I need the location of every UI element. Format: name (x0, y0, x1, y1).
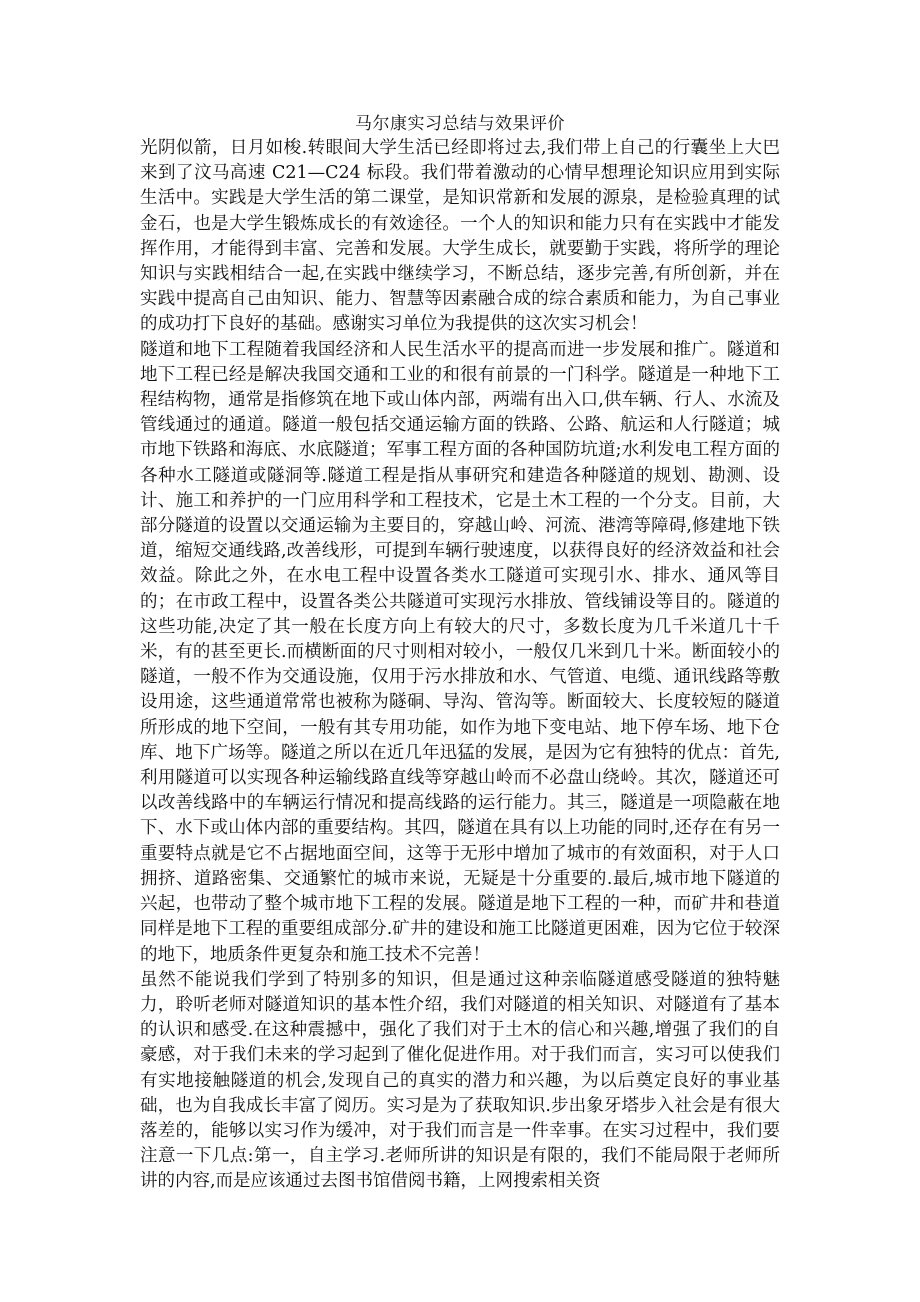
document-page (140, 112, 780, 1195)
paragraph-tunnel-overview: 隧道和地下工程随着我国经济和人民生活水平的提高而进一步发展和推广。隧道和地下工程已经是解决我国交通和工业的和很有前景的一门科学。隧道是一种地下工程结构物，通常是指修筑在地下或山体内部，两端有出入口,供车辆、行人、水流及管线通过的通道。隧道一般包括交通运输方面的铁路、公路、航运和人行隧道；城市地下铁路和海底、水底隧道；军事工程方面的各种国防坑道;水利发电工程方面的各种水工隧道或隧洞等.隧道工程是指从事研究和建造各种隧道的规划、勘测、设计、施工和养护的一门应用科学和工程技术，它是土木工程的一个分支。目前，大部分隧道的设置以交通运输为主要目的，穿越山岭、河流、港湾等障碍,修建地下铁道，缩短交通线路,改善线形，可提到车辆行驶速度，以获得良好的经济效益和社会效益。除此之外，在水电工程中设置各类水工隧道可实现引水、排水、通风等目的；在市政工程中，设置各类公共隧道可实现污水排放、管线铺设等目的。隧道的这些功能,决定了其一般在长度方向上有较大的尺寸，多数长度为几千米道几十千米，有的甚至更长.而横断面的尺寸则相对较小，一般仅几米到几十米。断面较小的隧道，一般不作为交通设施，仅用于污水排放和水、气管道、电缆、通讯线路等敷设用途，这些通道常常也被称为隧硐、导沟、管沟等。断面较大、长度较短的隧道所形成的地下空间，一般有其专用功能，如作为地下变电站、地下停车场、地下仓库、地下广场等。隧道之所以在近几年迅猛的发展，是因为它有独特的优点：首先,利用隧道可以实现各种运输线路直线等穿越山岭而不必盘山绕岭。其次，隧道还可以改善线路中的车辆运行情况和提高线路的运行能力。其三，隧道是一项隐蔽在地下、水下或山体内部的重要结构。其四，隧道在具有以上功能的同时,还存在有另一重要特点就是它不占据地面空间，这等于无形中增加了城市的有效面积，对于人口拥挤、道路密集、交通繁忙的城市来说，无疑是十分重要的.最后,城市地下隧道的兴起，也带动了整个城市地下工程的发展。隧道是地下工程的一种，而矿井和巷道同样是地下工程的重要组成部分.矿井的建设和施工比隧道更困难，因为它位于较深的地下，地质条件更复杂和施工技术不完善！ (140, 339, 780, 965)
paragraph-intro: 光阴似箭，日月如梭.转眼间大学生活已经即将过去,我们带上自己的行囊坐上大巴来到了汶马高速 C21—C24 标段。我们带着激动的心情早想理论知识应用到实际生活中。实践是大学生活的第二课堂，是知识常新和发展的源泉，是检验真理的试金石，也是大学生锻炼成长的有效途径。一个人的知识和能力只有在实践中才能发挥作用，才能得到丰富、完善和发展。大学生成长，就要勤于实践，将所学的理论知识与实践相结合一起,在实践中继续学习，不断总结，逐步完善,有所创新，并在实践中提高自己由知识、能力、智慧等因素融合成的综合素质和能力，为自己事业的成功打下良好的基础。感谢实习单位为我提供的这次实习机会！ (140, 138, 780, 335)
paragraph-learning-reflection: 虽然不能说我们学到了特别多的知识，但是通过这种亲临隧道感受隧道的独特魅力，聆听老师对隧道知识的基本性介绍，我们对隧道的相关知识、对隧道有了基本的认识和感受.在这种震撼中，强化了我们对于土木的信心和兴趣,增强了我们的自豪感，对于我们未来的学习起到了催化促进作用。对于我们而言，实习可以使我们有实地接触隧道的机会,发现自己的真实的潜力和兴趣，为以后奠定良好的事业基础，也为自我成长丰富了阅历。实习是为了获取知识.步出象牙塔步入社会是有很大落差的，能够以实习作为缓冲，对于我们而言是一件幸事。在实习过程中，我们要注意一下几点:第一，自主学习.老师所讲的知识是有限的，我们不能局限于老师所讲的内容,而是应该通过去图书馆借阅书籍，上网搜索相关资 (140, 969, 780, 1192)
document-title: 马尔康实习总结与效果评价 (355, 114, 565, 134)
